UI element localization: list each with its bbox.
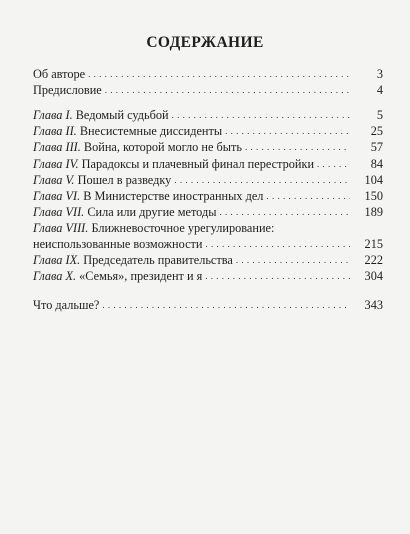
- toc-page-number: 150: [364, 188, 383, 203]
- leader-dots: [102, 297, 350, 313]
- toc-entry-title: Предисловие: [33, 83, 102, 98]
- chapter-number: Глава X.: [33, 269, 77, 284]
- chapter-title: Председатель правительства: [83, 253, 233, 268]
- chapter-number: Глава VII.: [33, 204, 85, 219]
- leader-dots: [236, 252, 350, 268]
- toc-entry-chapter-2: [33, 123, 383, 139]
- toc-page-number: 25: [370, 124, 383, 139]
- chapter-number: Глава VIII.: [33, 220, 89, 235]
- table-of-contents: [33, 66, 383, 313]
- chapter-title: В Министерстве иностранных дел: [83, 188, 264, 203]
- page-title: СОДЕРЖАНИЕ: [146, 34, 264, 51]
- chapter-title: Ближневосточное урегулирование:: [91, 220, 275, 235]
- chapter-number: Глава V.: [33, 172, 75, 187]
- chapter-title-continued: неиспользованные возможности: [33, 237, 203, 252]
- toc-page-number: 215: [364, 237, 383, 252]
- leader-dots: [105, 82, 350, 98]
- toc-entry-chapter-8: [33, 220, 383, 252]
- chapter-number: Глава II.: [33, 124, 77, 139]
- leader-dots: [205, 268, 350, 284]
- chapter-title: Сила или другие методы: [87, 204, 217, 219]
- leader-dots: [88, 66, 350, 82]
- leader-dots: [317, 156, 350, 172]
- toc-page-number: 304: [364, 269, 383, 284]
- leader-dots: [174, 172, 350, 188]
- toc-entry-title: Об авторе: [33, 67, 86, 82]
- toc-entry-about-author: [33, 66, 383, 82]
- toc-entry-chapter-7: [33, 204, 383, 220]
- toc-page-number: 5: [376, 108, 383, 123]
- toc-page-number: 84: [370, 156, 383, 171]
- toc-entry-preface: [33, 82, 383, 98]
- toc-entry-chapter-9: [33, 252, 383, 268]
- toc-entry-chapter-3: [33, 139, 383, 155]
- chapter-title: Пошел в разведку: [77, 172, 172, 187]
- toc-page-number: 3: [376, 67, 383, 82]
- chapter-title: Парадоксы и плачевный финал перестройки: [81, 156, 315, 171]
- chapter-title: Ведомый судьбой: [75, 108, 169, 123]
- toc-entry-chapter-5: [33, 172, 383, 188]
- chapter-number: Глава IV.: [33, 156, 79, 171]
- toc-entry-title: Что дальше?: [33, 298, 100, 313]
- toc-page-number: 343: [364, 298, 383, 313]
- toc-page-number: 57: [370, 140, 383, 155]
- chapter-number: Глава I.: [33, 108, 73, 123]
- toc-page-number: 4: [376, 83, 383, 98]
- chapter-title: Внесистемные диссиденты: [79, 124, 223, 139]
- toc-entry-chapter-1: [33, 107, 383, 123]
- toc-page-number: 222: [364, 253, 383, 268]
- leader-dots: [172, 107, 350, 123]
- toc-page-number: 104: [364, 172, 383, 187]
- leader-dots: [206, 236, 350, 252]
- chapter-title: Война, которой могло не быть: [83, 140, 243, 155]
- toc-page-number: 189: [364, 204, 383, 219]
- leader-dots: [219, 204, 350, 220]
- leader-dots: [245, 139, 350, 155]
- leader-dots: [266, 188, 350, 204]
- chapter-number: Глава IX.: [33, 253, 81, 268]
- chapter-number: Глава III.: [33, 140, 81, 155]
- toc-entry-chapter-6: [33, 188, 383, 204]
- leader-dots: [225, 123, 350, 139]
- chapter-number: Глава VI.: [33, 188, 81, 203]
- toc-entry-whats-next: [33, 297, 383, 313]
- toc-entry-chapter-10: [33, 268, 383, 284]
- toc-entry-chapter-4: [33, 155, 383, 171]
- chapter-title: «Семья», президент и я: [79, 269, 203, 284]
